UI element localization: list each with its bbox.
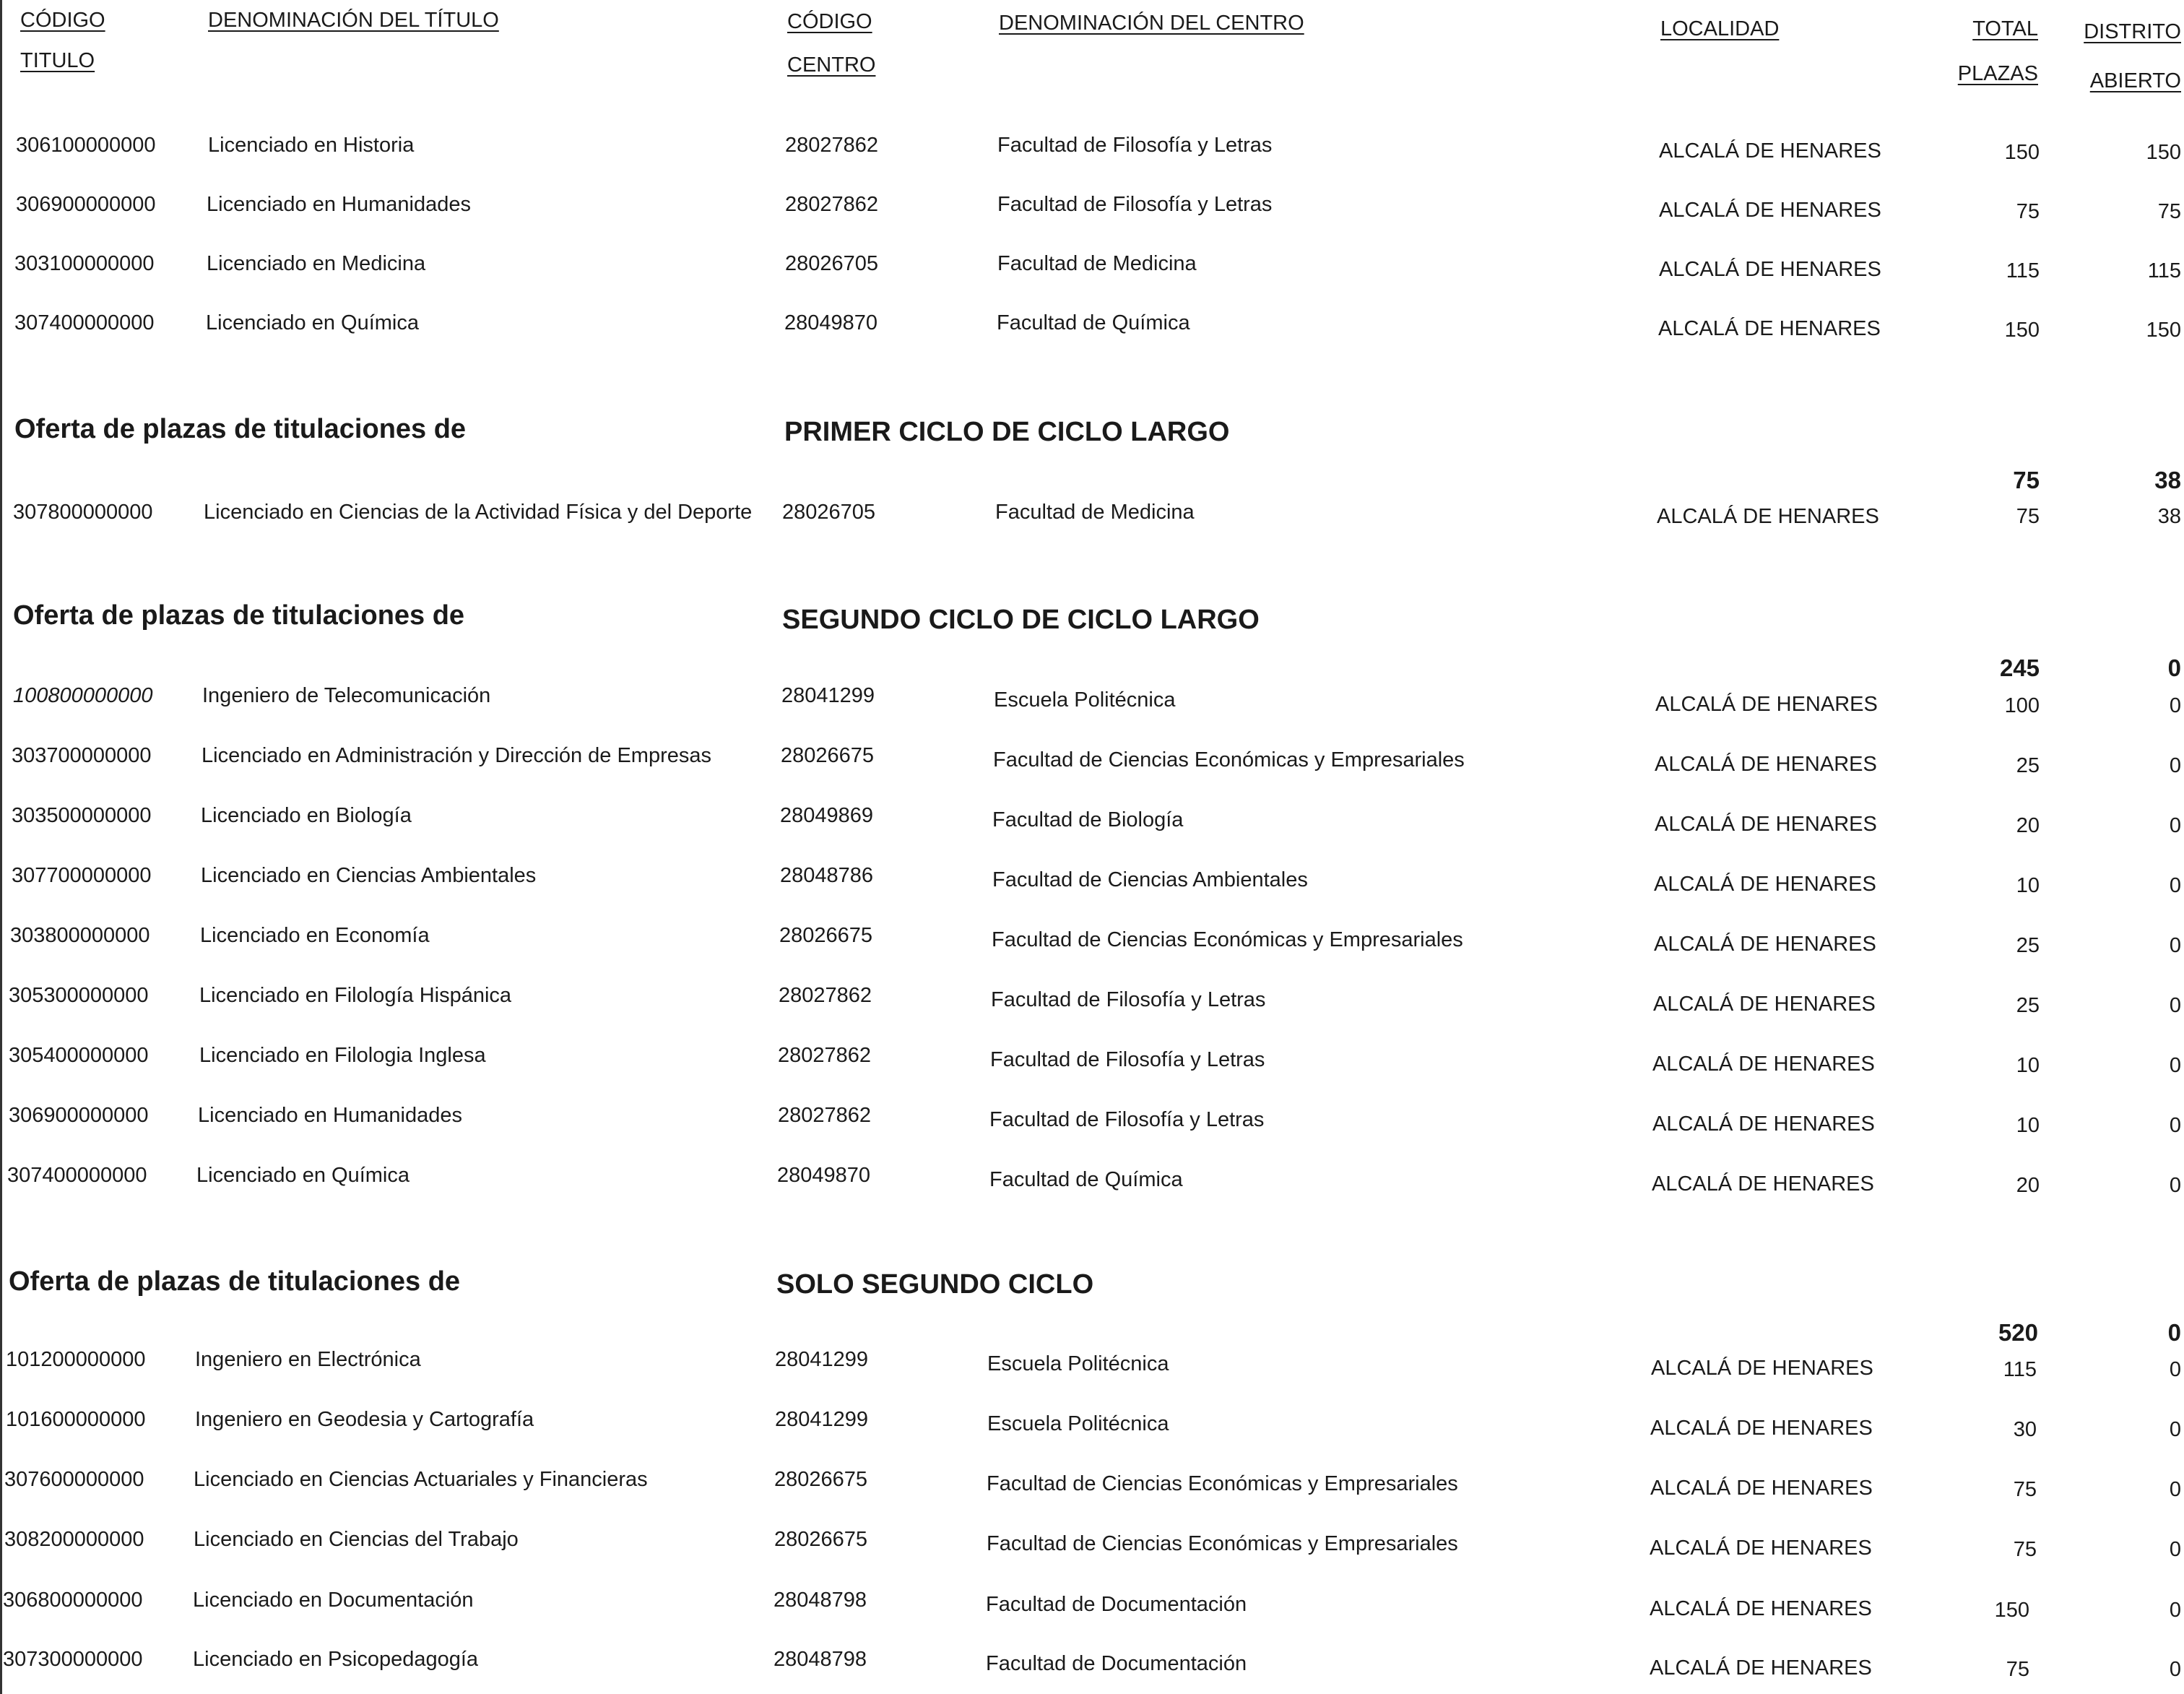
cell-total-plazas: 150 xyxy=(2004,319,2040,342)
cell-localidad: ALCALÁ DE HENARES xyxy=(1655,753,1877,776)
cell-distrito-abierto: 0 xyxy=(2169,934,2181,957)
cell-titulo: Licenciado en Filologia Inglesa xyxy=(199,1044,486,1067)
table-row xyxy=(0,246,2184,282)
section-total-distrito: 0 xyxy=(2167,1319,2181,1346)
cell-codigo-titulo: 303800000000 xyxy=(10,924,150,947)
table-row xyxy=(0,917,2184,957)
section-total-plazas: 75 xyxy=(2013,467,2040,493)
table-row xyxy=(0,798,2184,837)
cell-titulo: Licenciado en Ciencias Ambientales xyxy=(201,864,537,887)
cell-codigo-centro: 28027862 xyxy=(785,134,879,157)
header-codigo-titulo-1: CÓDIGO xyxy=(20,9,105,32)
header-denominacion-titulo: DENOMINACIÓN DEL TÍTULO xyxy=(208,9,499,32)
cell-distrito-abierto: 150 xyxy=(2146,141,2181,164)
table-row xyxy=(0,186,2184,222)
cell-codigo-titulo: 101600000000 xyxy=(6,1408,146,1431)
cell-localidad: ALCALÁ DE HENARES xyxy=(1651,1357,1873,1380)
cell-localidad: ALCALÁ DE HENARES xyxy=(1650,1417,1873,1440)
section-heading xyxy=(0,1260,2184,1303)
cell-total-plazas: 10 xyxy=(2016,1114,2040,1137)
cell-codigo-centro: 28026675 xyxy=(779,924,873,947)
cell-codigo-titulo: 303500000000 xyxy=(12,804,152,827)
cell-codigo-centro: 28041299 xyxy=(775,1348,869,1371)
table-row xyxy=(0,1521,2184,1561)
cell-codigo-titulo: 307700000000 xyxy=(12,864,152,887)
cell-total-plazas: 20 xyxy=(2016,814,2040,837)
cell-distrito-abierto: 150 xyxy=(2146,319,2181,342)
table-row xyxy=(0,494,2184,530)
cell-centro: Facultad de Medicina xyxy=(997,252,1197,275)
section-heading xyxy=(0,407,2184,451)
section-total-distrito: 38 xyxy=(2154,467,2181,493)
cell-localidad: ALCALÁ DE HENARES xyxy=(1659,139,1881,163)
cell-total-plazas: 10 xyxy=(2016,1054,2040,1077)
cell-total-plazas: 20 xyxy=(2016,1174,2040,1197)
cell-codigo-titulo: 307600000000 xyxy=(4,1468,144,1491)
cell-titulo: Ingeniero en Geodesia y Cartografía xyxy=(195,1408,534,1431)
cell-total-plazas: 150 xyxy=(1994,1599,2029,1622)
cell-codigo-centro: 28026675 xyxy=(781,744,875,767)
cell-codigo-centro: 28049869 xyxy=(780,804,874,827)
section-total-plazas: 520 xyxy=(1998,1319,2038,1346)
cell-codigo-titulo: 100800000000 xyxy=(13,684,153,707)
cell-distrito-abierto: 0 xyxy=(2169,994,2181,1017)
cell-distrito-abierto: 0 xyxy=(2169,1114,2181,1137)
cell-codigo-titulo: 308200000000 xyxy=(4,1528,144,1551)
section-name: PRIMER CICLO DE CICLO LARGO xyxy=(784,417,1230,447)
cell-codigo-centro: 28049870 xyxy=(777,1164,871,1187)
header-codigo-titulo-2: TITULO xyxy=(20,49,95,72)
cell-distrito-abierto: 0 xyxy=(2169,1418,2181,1441)
header-distrito-abierto-1: DISTRITO xyxy=(2084,20,2181,43)
cell-distrito-abierto: 0 xyxy=(2169,754,2181,777)
section-label: Oferta de plazas de titulaciones de xyxy=(9,1266,461,1297)
cell-centro: Facultad de Ciencias Económicas y Empresariales xyxy=(992,928,1463,951)
cell-codigo-titulo: 303700000000 xyxy=(12,744,152,767)
cell-titulo: Licenciado en Química xyxy=(206,311,419,334)
table-row xyxy=(0,1461,2184,1501)
cell-codigo-titulo: 306800000000 xyxy=(3,1589,143,1612)
cell-total-plazas: 115 xyxy=(2003,1358,2037,1381)
table-row xyxy=(0,1341,2184,1381)
cell-centro: Facultad de Medicina xyxy=(995,501,1195,524)
cell-distrito-abierto: 0 xyxy=(2169,1358,2181,1381)
header-codigo-centro-1: CÓDIGO xyxy=(787,10,872,33)
cell-codigo-titulo: 307400000000 xyxy=(14,311,155,334)
section-label: Oferta de plazas de titulaciones de xyxy=(13,600,465,631)
cell-distrito-abierto: 0 xyxy=(2169,1478,2181,1501)
cell-codigo-titulo: 305400000000 xyxy=(9,1044,149,1067)
cell-codigo-titulo: 307400000000 xyxy=(7,1164,147,1187)
header-total-plazas-2: PLAZAS xyxy=(1957,62,2038,85)
cell-titulo: Licenciado en Medicina xyxy=(207,252,426,275)
section-name: SEGUNDO CICLO DE CICLO LARGO xyxy=(782,605,1260,635)
cell-centro: Facultad de Biología xyxy=(992,808,1184,831)
cell-centro: Escuela Politécnica xyxy=(994,688,1176,712)
cell-total-plazas: 75 xyxy=(2013,1538,2037,1561)
header-localidad: LOCALIDAD xyxy=(1660,17,1780,40)
cell-titulo: Licenciado en Ciencias del Trabajo xyxy=(194,1528,519,1551)
cell-titulo: Ingeniero en Electrónica xyxy=(195,1348,421,1371)
cell-codigo-centro: 28026675 xyxy=(774,1528,868,1551)
cell-distrito-abierto: 0 xyxy=(2169,874,2181,897)
cell-distrito-abierto: 0 xyxy=(2169,694,2181,717)
cell-total-plazas: 115 xyxy=(2006,259,2040,282)
header-denominacion-centro: DENOMINACIÓN DEL CENTRO xyxy=(999,12,1304,35)
section-total-distrito: 0 xyxy=(2167,654,2181,681)
cell-total-plazas: 25 xyxy=(2016,934,2040,957)
cell-codigo-centro: 28027862 xyxy=(778,1104,872,1127)
cell-localidad: ALCALÁ DE HENARES xyxy=(1659,199,1881,222)
table-row xyxy=(0,1641,2184,1681)
cell-codigo-titulo: 307300000000 xyxy=(3,1648,143,1671)
section-name: SOLO SEGUNDO CICLO xyxy=(776,1269,1094,1300)
table-row xyxy=(0,1097,2184,1137)
cell-codigo-centro: 28041299 xyxy=(781,684,875,707)
cell-centro: Facultad de Ciencias Económicas y Empresariales xyxy=(987,1472,1458,1495)
cell-localidad: ALCALÁ DE HENARES xyxy=(1655,693,1878,716)
cell-centro: Facultad de Ciencias Económicas y Empresariales xyxy=(987,1532,1458,1555)
section-total-plazas: 245 xyxy=(1999,654,2040,681)
cell-centro: Facultad de Ciencias Ambientales xyxy=(992,868,1308,891)
cell-codigo-centro: 28048798 xyxy=(774,1589,867,1612)
header-total-plazas-1: TOTAL xyxy=(1972,17,2038,40)
cell-titulo: Ingeniero de Telecomunicación xyxy=(202,684,491,707)
cell-centro: Escuela Politécnica xyxy=(987,1352,1169,1375)
cell-localidad: ALCALÁ DE HENARES xyxy=(1652,1053,1875,1076)
cell-localidad: ALCALÁ DE HENARES xyxy=(1654,933,1876,956)
cell-titulo: Licenciado en Ciencias Actuariales y Financieras xyxy=(194,1468,648,1491)
cell-distrito-abierto: 0 xyxy=(2169,1054,2181,1077)
cell-codigo-centro: 28026705 xyxy=(782,501,876,524)
cell-centro: Facultad de Documentación xyxy=(986,1593,1247,1616)
header-codigo-centro-2: CENTRO xyxy=(787,53,876,77)
cell-titulo: Licenciado en Biología xyxy=(201,804,412,827)
header-distrito-abierto-2: ABIERTO xyxy=(2089,69,2181,92)
cell-titulo: Licenciado en Documentación xyxy=(193,1589,474,1612)
table-row xyxy=(0,977,2184,1017)
cell-codigo-centro: 28049870 xyxy=(784,311,878,334)
cell-codigo-titulo: 306900000000 xyxy=(16,193,156,216)
cell-distrito-abierto: 0 xyxy=(2169,814,2181,837)
table-row xyxy=(0,678,2184,717)
section-heading xyxy=(0,594,2184,637)
cell-codigo-centro: 28026675 xyxy=(774,1468,868,1491)
cell-codigo-titulo: 305300000000 xyxy=(9,984,149,1007)
cell-total-plazas: 25 xyxy=(2016,994,2040,1017)
cell-centro: Facultad de Filosofía y Letras xyxy=(990,1048,1265,1071)
cell-centro: Facultad de Filosofía y Letras xyxy=(997,134,1273,157)
cell-centro: Facultad de Ciencias Económicas y Empresariales xyxy=(993,748,1465,772)
cell-localidad: ALCALÁ DE HENARES xyxy=(1652,1172,1874,1196)
cell-titulo: Licenciado en Humanidades xyxy=(207,193,471,216)
cell-localidad: ALCALÁ DE HENARES xyxy=(1658,317,1881,340)
cell-codigo-titulo: 306900000000 xyxy=(9,1104,149,1127)
cell-localidad: ALCALÁ DE HENARES xyxy=(1657,505,1879,528)
cell-titulo: Licenciado en Química xyxy=(196,1164,410,1187)
cell-centro: Facultad de Química xyxy=(997,311,1190,334)
cell-codigo-titulo: 303100000000 xyxy=(14,252,155,275)
table-row xyxy=(0,1037,2184,1077)
cell-distrito-abierto: 115 xyxy=(2147,259,2181,282)
cell-codigo-centro: 28026705 xyxy=(785,252,879,275)
cell-total-plazas: 100 xyxy=(2004,694,2040,717)
cell-codigo-titulo: 306100000000 xyxy=(16,134,156,157)
cell-localidad: ALCALÁ DE HENARES xyxy=(1653,993,1876,1016)
cell-centro: Escuela Politécnica xyxy=(987,1412,1169,1435)
table-row xyxy=(0,857,2184,897)
cell-total-plazas: 75 xyxy=(2006,1658,2029,1681)
cell-codigo-titulo: 307800000000 xyxy=(13,501,153,524)
cell-distrito-abierto: 0 xyxy=(2169,1599,2181,1622)
cell-total-plazas: 75 xyxy=(2013,1478,2037,1501)
cell-titulo: Licenciado en Economía xyxy=(200,924,430,947)
cell-distrito-abierto: 38 xyxy=(2157,505,2181,528)
table-row xyxy=(0,738,2184,777)
cell-codigo-centro: 28027862 xyxy=(785,193,879,216)
table-row xyxy=(0,1401,2184,1441)
cell-localidad: ALCALÁ DE HENARES xyxy=(1650,1656,1872,1680)
cell-total-plazas: 10 xyxy=(2016,874,2040,897)
cell-centro: Facultad de Química xyxy=(989,1168,1183,1191)
cell-codigo-titulo: 101200000000 xyxy=(6,1348,146,1371)
table-row xyxy=(0,305,2184,341)
cell-distrito-abierto: 75 xyxy=(2157,200,2181,223)
cell-total-plazas: 75 xyxy=(2016,200,2040,223)
cell-codigo-centro: 28048786 xyxy=(780,864,874,887)
cell-centro: Facultad de Filosofía y Letras xyxy=(997,193,1273,216)
cell-localidad: ALCALÁ DE HENARES xyxy=(1659,258,1881,281)
cell-titulo: Licenciado en Administración y Dirección de Empresas xyxy=(202,744,712,767)
cell-localidad: ALCALÁ DE HENARES xyxy=(1655,813,1877,836)
cell-codigo-centro: 28027862 xyxy=(779,984,872,1007)
cell-codigo-centro: 28027862 xyxy=(778,1044,872,1067)
cell-localidad: ALCALÁ DE HENARES xyxy=(1654,873,1876,896)
cell-titulo: Licenciado en Ciencias de la Actividad Física y del Deporte xyxy=(204,501,753,524)
cell-centro: Facultad de Filosofía y Letras xyxy=(989,1108,1265,1131)
cell-total-plazas: 30 xyxy=(2013,1418,2037,1441)
cell-titulo: Licenciado en Historia xyxy=(208,134,415,157)
cell-total-plazas: 25 xyxy=(2016,754,2040,777)
cell-total-plazas: 75 xyxy=(2016,505,2040,528)
cell-titulo: Licenciado en Filología Hispánica xyxy=(199,984,512,1007)
cell-codigo-centro: 28041299 xyxy=(775,1408,869,1431)
cell-localidad: ALCALÁ DE HENARES xyxy=(1650,1597,1872,1620)
cell-localidad: ALCALÁ DE HENARES xyxy=(1650,1537,1872,1560)
section-totals xyxy=(0,464,2184,497)
cell-titulo: Licenciado en Psicopedagogía xyxy=(193,1648,479,1671)
cell-localidad: ALCALÁ DE HENARES xyxy=(1650,1477,1873,1500)
cell-distrito-abierto: 0 xyxy=(2169,1174,2181,1197)
cell-localidad: ALCALÁ DE HENARES xyxy=(1652,1112,1875,1136)
cell-codigo-centro: 28048798 xyxy=(774,1648,867,1671)
table-row xyxy=(0,1157,2184,1197)
section-label: Oferta de plazas de titulaciones de xyxy=(14,414,467,444)
cell-centro: Facultad de Documentación xyxy=(986,1652,1247,1675)
cell-total-plazas: 150 xyxy=(2004,141,2040,164)
cell-titulo: Licenciado en Humanidades xyxy=(198,1104,462,1127)
table-row xyxy=(0,1582,2184,1622)
cell-distrito-abierto: 0 xyxy=(2169,1538,2181,1561)
cell-centro: Facultad de Filosofía y Letras xyxy=(991,988,1266,1011)
table-row xyxy=(0,127,2184,163)
cell-distrito-abierto: 0 xyxy=(2169,1658,2181,1681)
